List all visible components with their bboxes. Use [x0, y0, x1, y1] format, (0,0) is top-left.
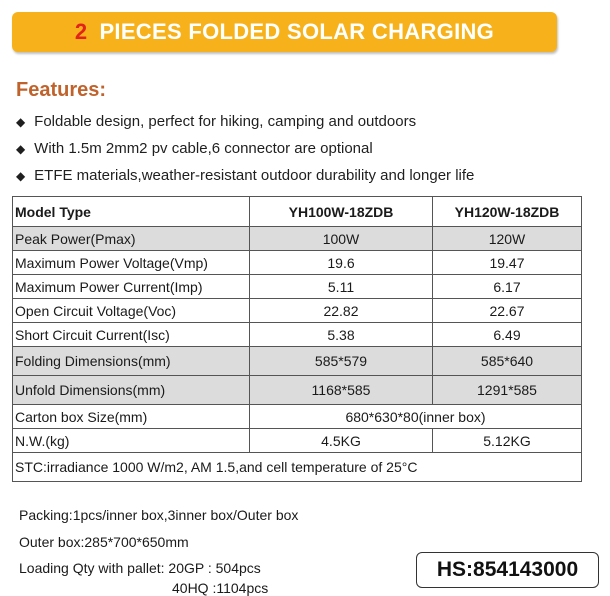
outer-box-info: Outer box:285*700*650mm: [19, 534, 189, 550]
feature-item: [16, 140, 373, 157]
header-cell: YH120W-18ZDB: [433, 197, 582, 227]
table-row: [13, 429, 582, 453]
row-label: Short Circuit Current(Isc): [13, 323, 250, 347]
table-row: [13, 347, 582, 376]
table-cell: 22.67: [433, 299, 582, 323]
table-row: [13, 251, 582, 275]
feature-text: With 1.5m 2mm2 pv cable,6 connector are optional: [34, 140, 373, 157]
table-cell: 5.12KG: [433, 429, 582, 453]
table-cell: 100W: [250, 227, 433, 251]
stc-note: STC:irradiance 1000 W/m2, AM 1.5,and cell temperature of 25°C: [13, 453, 582, 482]
row-label: Open Circuit Voltage(Voc): [13, 299, 250, 323]
row-label: Folding Dimensions(mm): [13, 347, 250, 376]
table-cell: 19.6: [250, 251, 433, 275]
table-cell: 585*640: [433, 347, 582, 376]
table-cell: 22.82: [250, 299, 433, 323]
row-label: Peak Power(Pmax): [13, 227, 250, 251]
table-row: [13, 453, 582, 482]
hs-code-badge: HS:854143000: [416, 552, 599, 588]
table-cell: 4.5KG: [250, 429, 433, 453]
diamond-bullet-icon: ◆: [16, 169, 26, 183]
row-label: Maximum Power Voltage(Vmp): [13, 251, 250, 275]
table-cell: 1168*585: [250, 376, 433, 405]
table-row: [13, 405, 582, 429]
table-cell: 5.38: [250, 323, 433, 347]
loading-qty-40hq: 40HQ :1104pcs: [172, 580, 269, 596]
feature-item: [16, 167, 474, 184]
table-row: [13, 376, 582, 405]
table-cell: 120W: [433, 227, 582, 251]
row-label: Carton box Size(mm): [13, 405, 250, 429]
table-row: [13, 323, 582, 347]
feature-text: Foldable design, perfect for hiking, camping and outdoors: [34, 113, 417, 130]
spec-table: [12, 196, 582, 482]
table-cell: 1291*585: [433, 376, 582, 405]
title-banner: [12, 12, 557, 52]
banner-number: 2: [74, 19, 88, 44]
packing-info: Packing:1pcs/inner box,3inner box/Outer box: [19, 507, 299, 523]
feature-item: [16, 113, 416, 130]
features-heading: Features:: [16, 79, 107, 101]
table-header-row: [13, 197, 582, 227]
row-label: Maximum Power Current(Imp): [13, 275, 250, 299]
feature-text: ETFE materials,weather-resistant outdoor durability and longer life: [34, 167, 475, 184]
row-label: N.W.(kg): [13, 429, 250, 453]
diamond-bullet-icon: ◆: [16, 115, 26, 129]
banner-title: PIECES FOLDED SOLAR CHARGING: [99, 19, 495, 44]
diamond-bullet-icon: ◆: [16, 142, 26, 156]
table-row: [13, 227, 582, 251]
table-cell: 585*579: [250, 347, 433, 376]
table-cell: 6.17: [433, 275, 582, 299]
table-row: [13, 299, 582, 323]
loading-qty-info: Loading Qty with pallet: 20GP : 504pcs: [19, 560, 261, 576]
table-cell: 5.11: [250, 275, 433, 299]
header-cell: YH100W-18ZDB: [250, 197, 433, 227]
table-cell: 680*630*80(inner box): [250, 405, 582, 429]
table-cell: 6.49: [433, 323, 582, 347]
table-cell: 19.47: [433, 251, 582, 275]
header-cell: Model Type: [13, 197, 250, 227]
table-row: [13, 275, 582, 299]
row-label: Unfold Dimensions(mm): [13, 376, 250, 405]
